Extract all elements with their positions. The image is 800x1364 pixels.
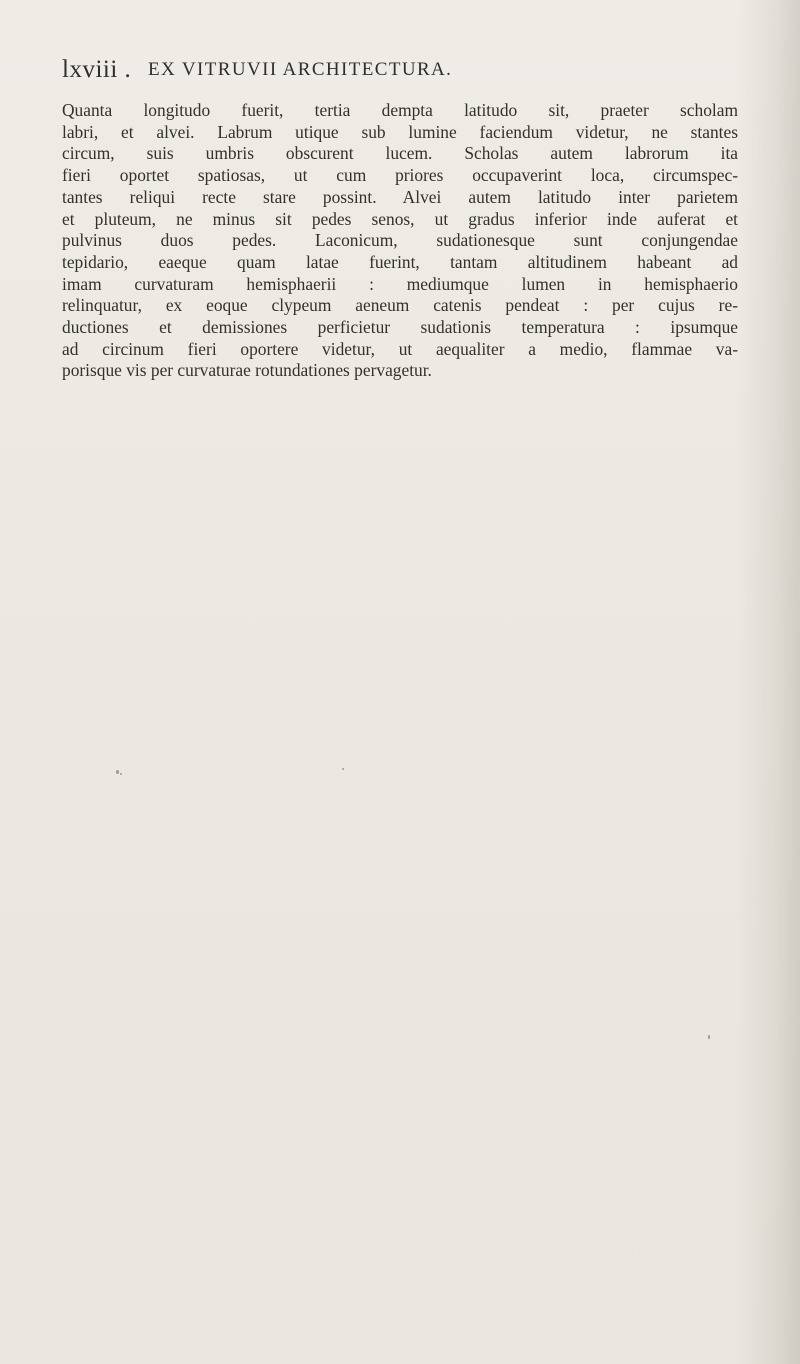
running-title: EX VITRUVII ARCHITECTURA. bbox=[148, 59, 453, 80]
paper-speck bbox=[120, 773, 122, 775]
text-line: imam curvaturam hemisphaerii : mediumque lumen in hemisphaerio bbox=[62, 273, 738, 294]
text-line: labri, et alvei. Labrum utique sub lumine faciendum videtur, ne stantes bbox=[62, 121, 738, 142]
text-line: tepidario, eaeque quam latae fuerint, tantam altitudinem habeant ad bbox=[62, 251, 738, 272]
text-line: Quanta longitudo fuerit, tertia dempta latitudo sit, praeter scholam bbox=[62, 100, 738, 120]
body-text bbox=[62, 100, 738, 382]
text-line: et pluteum, ne minus sit pedes senos, ut gradus inferior inde auferat et bbox=[62, 208, 738, 229]
text-line: pulvinus duos pedes. Laconicum, sudationesque sunt conjungendae bbox=[62, 230, 738, 251]
running-head bbox=[62, 56, 662, 88]
page-number: lxviii . bbox=[62, 56, 132, 83]
text-line: circum, suis umbris obscurent lucem. Scholas autem labrorum ita bbox=[62, 143, 738, 164]
paper-speck bbox=[116, 770, 119, 774]
text-line: tantes reliqui recte stare possint. Alvei autem latitudo inter parietem bbox=[62, 186, 738, 207]
paper-speck bbox=[342, 768, 344, 770]
paper-speck bbox=[708, 1035, 710, 1039]
text-line: fieri oportet spatiosas, ut cum priores occupaverint loca, circumspec- bbox=[62, 165, 738, 186]
text-line: porisque vis per curvaturae rotundationes pervagetur. bbox=[62, 360, 432, 381]
text-line: ductiones et demissiones perficietur sudationis temperatura : ipsumque bbox=[62, 317, 738, 338]
text-line: ad circinum fieri oportere videtur, ut aequaliter a medio, flammae va- bbox=[62, 338, 738, 359]
text-line: relinquatur, ex eoque clypeum aeneum catenis pendeat : per cujus re- bbox=[62, 295, 738, 316]
